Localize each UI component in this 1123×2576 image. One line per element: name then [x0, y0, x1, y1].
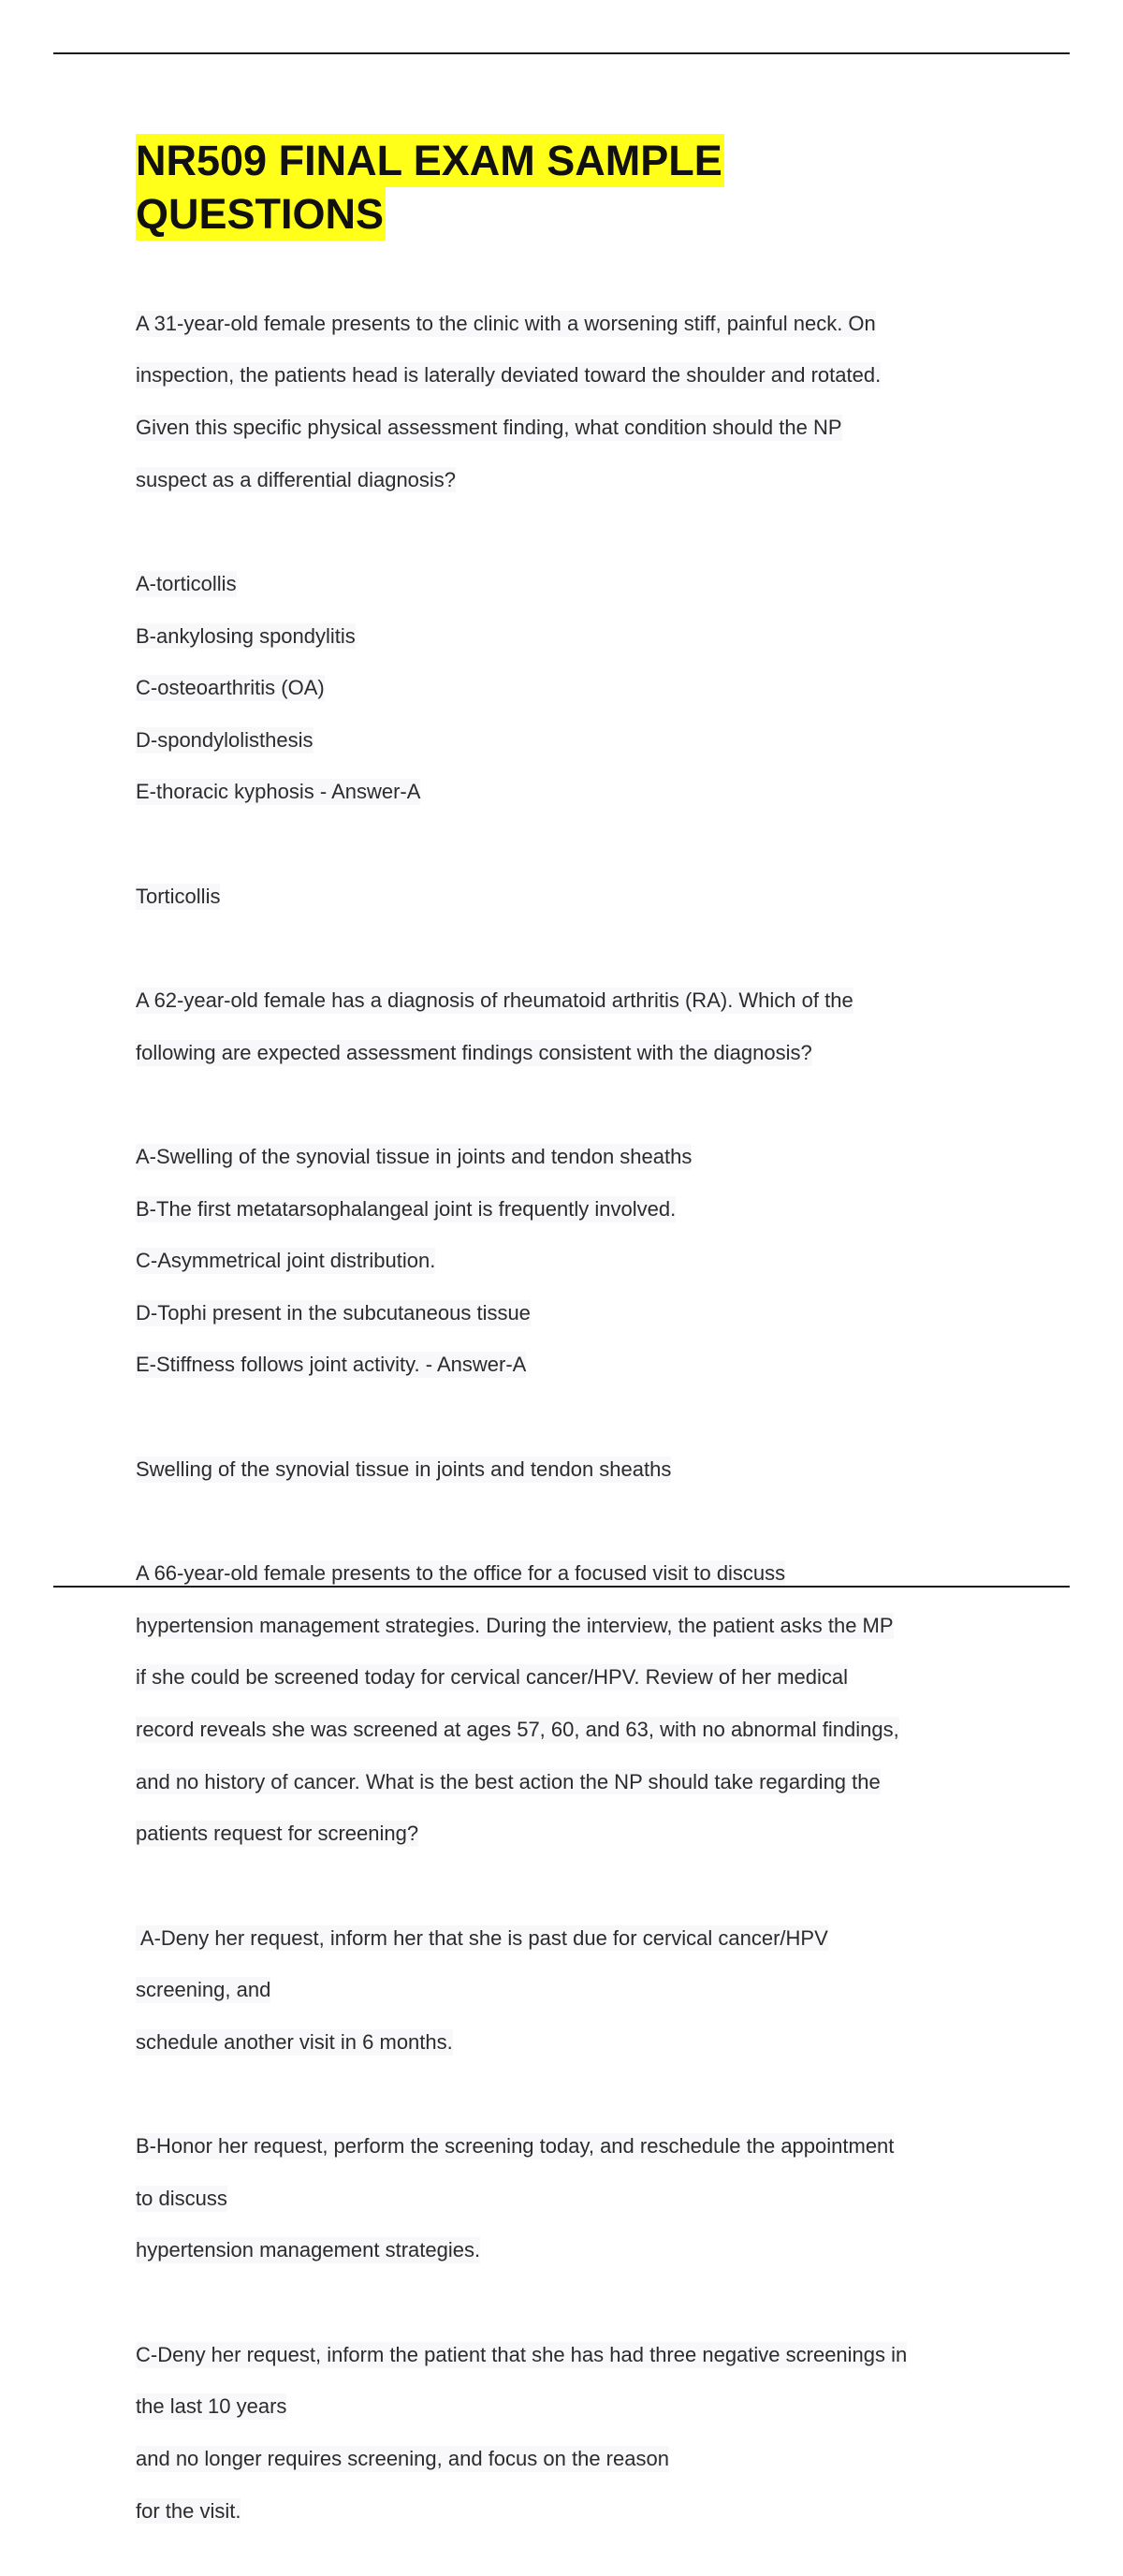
- text-line: for the visit.: [136, 2498, 241, 2523]
- question-2-stem: [136, 961, 997, 1091]
- text-line: B-Honor her request, perform the screening today, and reschedule the appointment: [136, 2134, 895, 2159]
- text-line: screening, and: [136, 1978, 271, 2002]
- text-line: and no longer requires screening, and focus on the reason: [136, 2446, 669, 2470]
- text-line: patients request for screening?: [136, 1822, 419, 1846]
- text-line: inspection, the patients head is laterally deviated toward the shoulder and rotated.: [136, 363, 882, 388]
- text-line: following are expected assessment findings consistent with the diagnosis?: [136, 1040, 812, 1064]
- text-line: C-Deny her request, inform the patient that she has had three negative screenings in: [136, 2342, 908, 2366]
- question-1-options: [136, 545, 997, 831]
- option-b: B-ankylosing spondylitis: [136, 623, 356, 648]
- question-3-option-c: [136, 2316, 997, 2550]
- title-line-1: NR509 FINAL EXAM SAMPLE: [136, 134, 724, 187]
- document-title: [136, 134, 997, 241]
- text-line: hypertension management strategies. During the interview, the patient asks the MP: [136, 1613, 894, 1637]
- bottom-rule: [53, 1586, 1070, 1588]
- question-2-explanation: [136, 1430, 997, 1508]
- option-c: C-Asymmetrical joint distribution.: [136, 1249, 436, 1273]
- option-a: A-torticollis: [136, 571, 237, 595]
- text-line: A-Deny her request, inform her that she is past due for cervical cancer/HPV: [136, 1925, 828, 1950]
- option-a: A-Swelling of the synovial tissue in joints and tendon sheaths: [136, 1145, 693, 1169]
- explanation-text: Swelling of the synovial tissue in joints and tendon sheaths: [136, 1456, 672, 1481]
- text-line: to discuss: [136, 2186, 227, 2210]
- text-line: A 66-year-old female presents to the office for a focused visit to discuss: [136, 1561, 786, 1586]
- question-3-option-b: [136, 2107, 997, 2290]
- question-2-options: [136, 1118, 997, 1404]
- explanation-text: Torticollis: [136, 884, 221, 908]
- option-d: D-Tophi present in the subcutaneous tissue: [136, 1300, 531, 1325]
- document-content: [136, 134, 997, 2576]
- option-c: C-osteoarthritis (OA): [136, 676, 325, 700]
- text-line: A 31-year-old female presents to the clinic with a worsening stiff, painful neck. On: [136, 311, 876, 335]
- text-line: schedule another visit in 6 months.: [136, 2029, 453, 2054]
- option-e-answer: E-Stiffness follows joint activity. - Answer-A: [136, 1353, 527, 1377]
- option-d: D-spondylolisthesis: [136, 727, 314, 752]
- option-b: B-The first metatarsophalangeal joint is frequently involved.: [136, 1196, 677, 1221]
- text-line: record reveals she was screened at ages 57, 60, and 63, with no abnormal findings,: [136, 1718, 899, 1742]
- text-line: A 62-year-old female has a diagnosis of rheumatoid arthritis (RA). Which of the: [136, 988, 853, 1013]
- text-line: hypertension management strategies.: [136, 2238, 481, 2262]
- document-body: [136, 285, 997, 2550]
- text-line: and no history of cancer. What is the best action the NP should take regarding the: [136, 1769, 881, 1793]
- text-line: if she could be screened today for cervical cancer/HPV. Review of her medical: [136, 1665, 849, 1690]
- question-1-stem: [136, 285, 997, 519]
- question-3-option-a: [136, 1899, 997, 2082]
- text-line: Given this specific physical assessment finding, what condition should the NP: [136, 415, 842, 439]
- text-line: the last 10 years: [136, 2394, 287, 2419]
- top-rule: [53, 52, 1070, 54]
- option-e-answer: E-thoracic kyphosis - Answer-A: [136, 780, 421, 804]
- question-1-explanation: [136, 857, 997, 935]
- title-line-2: QUESTIONS: [136, 187, 386, 241]
- text-line: suspect as a differential diagnosis?: [136, 467, 457, 491]
